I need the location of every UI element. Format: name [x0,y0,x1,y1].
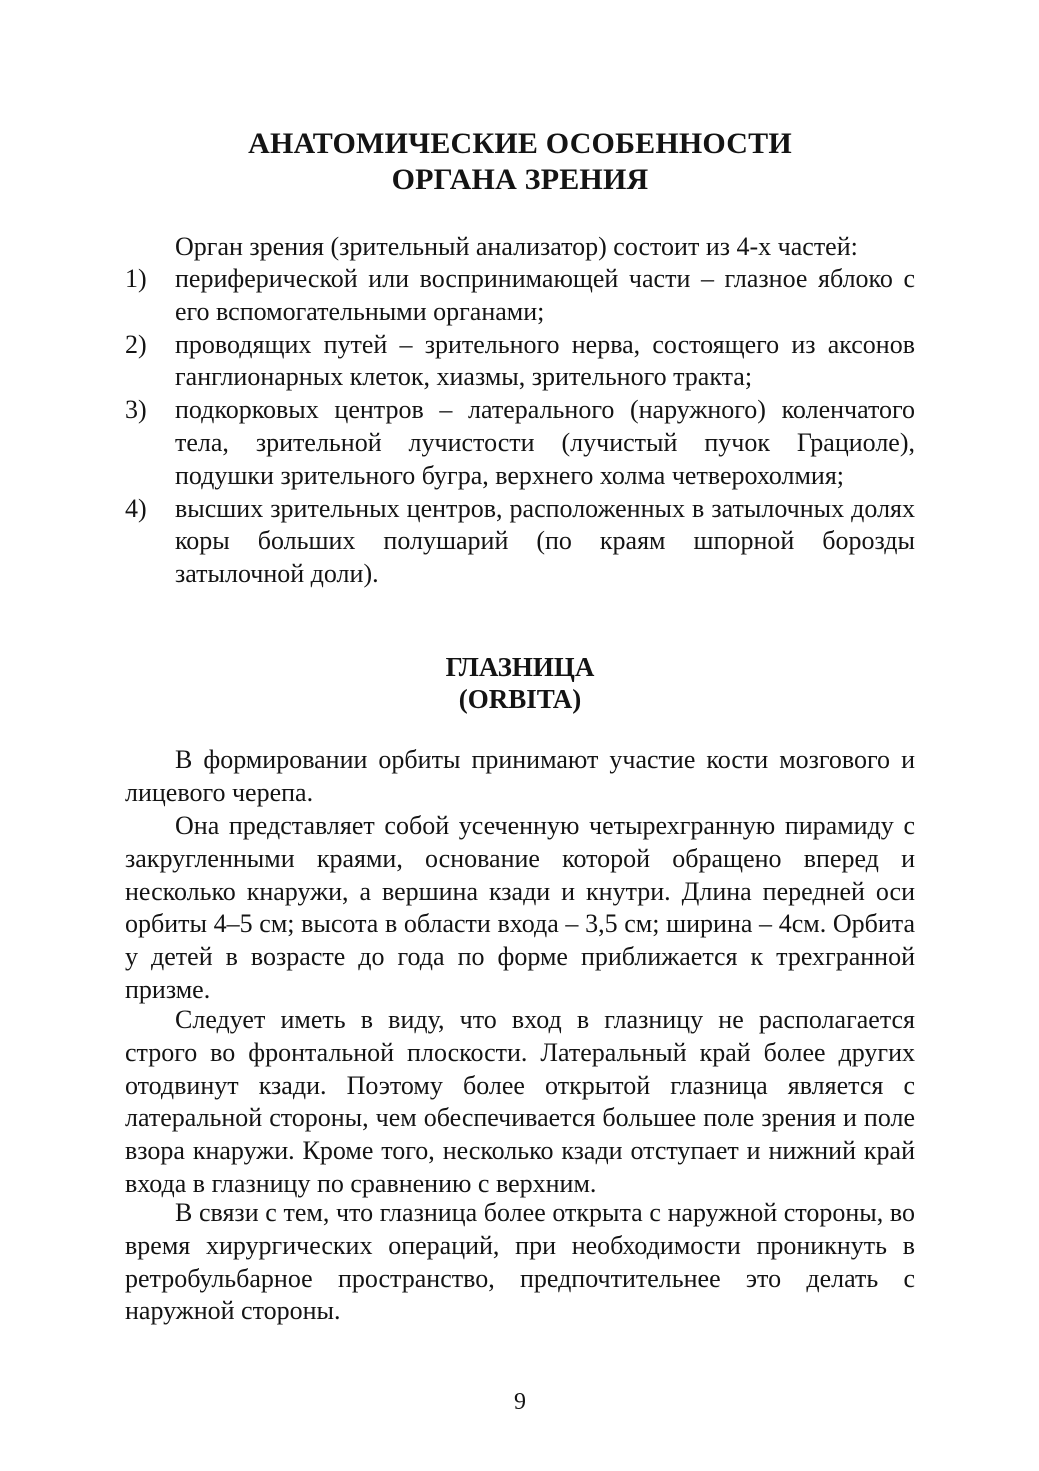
page-number: 9 [514,1389,526,1415]
list-item-number: 1) [125,264,147,293]
list-item-number: 4) [125,493,147,523]
list-item-text: высших зрительных центров, расположенных в затылочных долях коры больших полушарий (по краям шпорной борозды затылочной доли). [175,493,915,589]
section-title-line-1: АНАТОМИЧЕСКИЕ ОСОБЕННОСТИ [248,127,792,160]
list-item-text: проводящих путей – зрительного нерва, состоящего из аксонов ганглионарных клеток, хиазмы, зрительного тракта; [175,329,915,392]
list-item [125,263,915,329]
list-item [125,493,915,591]
orbit-paragraph-1: В формировании орбиты принимают участие кости мозгового и лицевого черепа. [125,745,915,807]
orbit-section-title-line-2: (ORBITA) [458,684,582,714]
orbit-paragraph-2: Она представляет собой усеченную четырехгранную пирамиду с закругленными краями, основание которой обращено вперед и несколько кнаружи, а вершина кзади и кнутри. Длина передней оси орбиты 4–5 см; высота в области входа – 3,5 см; ширина – 4см. Орбита у детей в возрасте до года по форме приближается к трехгранной призме. [125,811,915,1004]
orbit-paragraph-3: Следует иметь в виду, что вход в глазницу не располагается строго во фронтальной плоскости. Латеральный край более других отодвинут кзади. Поэтому более открытой глазница является с латеральной стороны, чем обеспечивается большее поле зрения и поле взора кнаружи. Кроме того, несколько кзади отступает и нижний край входа в глазницу по сравнению с верхним. [125,1005,915,1198]
list-item-text: периферической или воспринимающей части – глазное яблоко с его вспомогательными органами; [175,264,915,326]
visual-organ-parts-list [125,263,915,591]
list-item-number: 2) [125,329,147,359]
section-title-line-2: ОРГАНА ЗРЕНИЯ [391,163,649,196]
list-item [125,394,915,492]
orbit-section-title [125,651,915,715]
list-item [125,329,915,395]
section-title [125,126,915,198]
book-page [125,0,915,1471]
intro-paragraph: Орган зрения (зрительный анализатор) состоит из 4-х частей: [175,232,858,261]
orbit-paragraph-4: В связи с тем, что глазница более открыта с наружной стороны, во время хирургических операций, при необходимости проникнуть в ретробульбарное пространство, предпочтительнее это делать с наружной стороны. [125,1198,915,1326]
list-item-text: подкорковых центров – латерального (наружного) коленчатого тела, зрительной лучистости (лучистый пучок Грациоле), подушки зрительного бугра, верхнего холма четверохолмия; [175,395,915,490]
orbit-section-title-line-1: ГЛАЗНИЦА [445,652,595,682]
list-item-number: 3) [125,395,147,425]
